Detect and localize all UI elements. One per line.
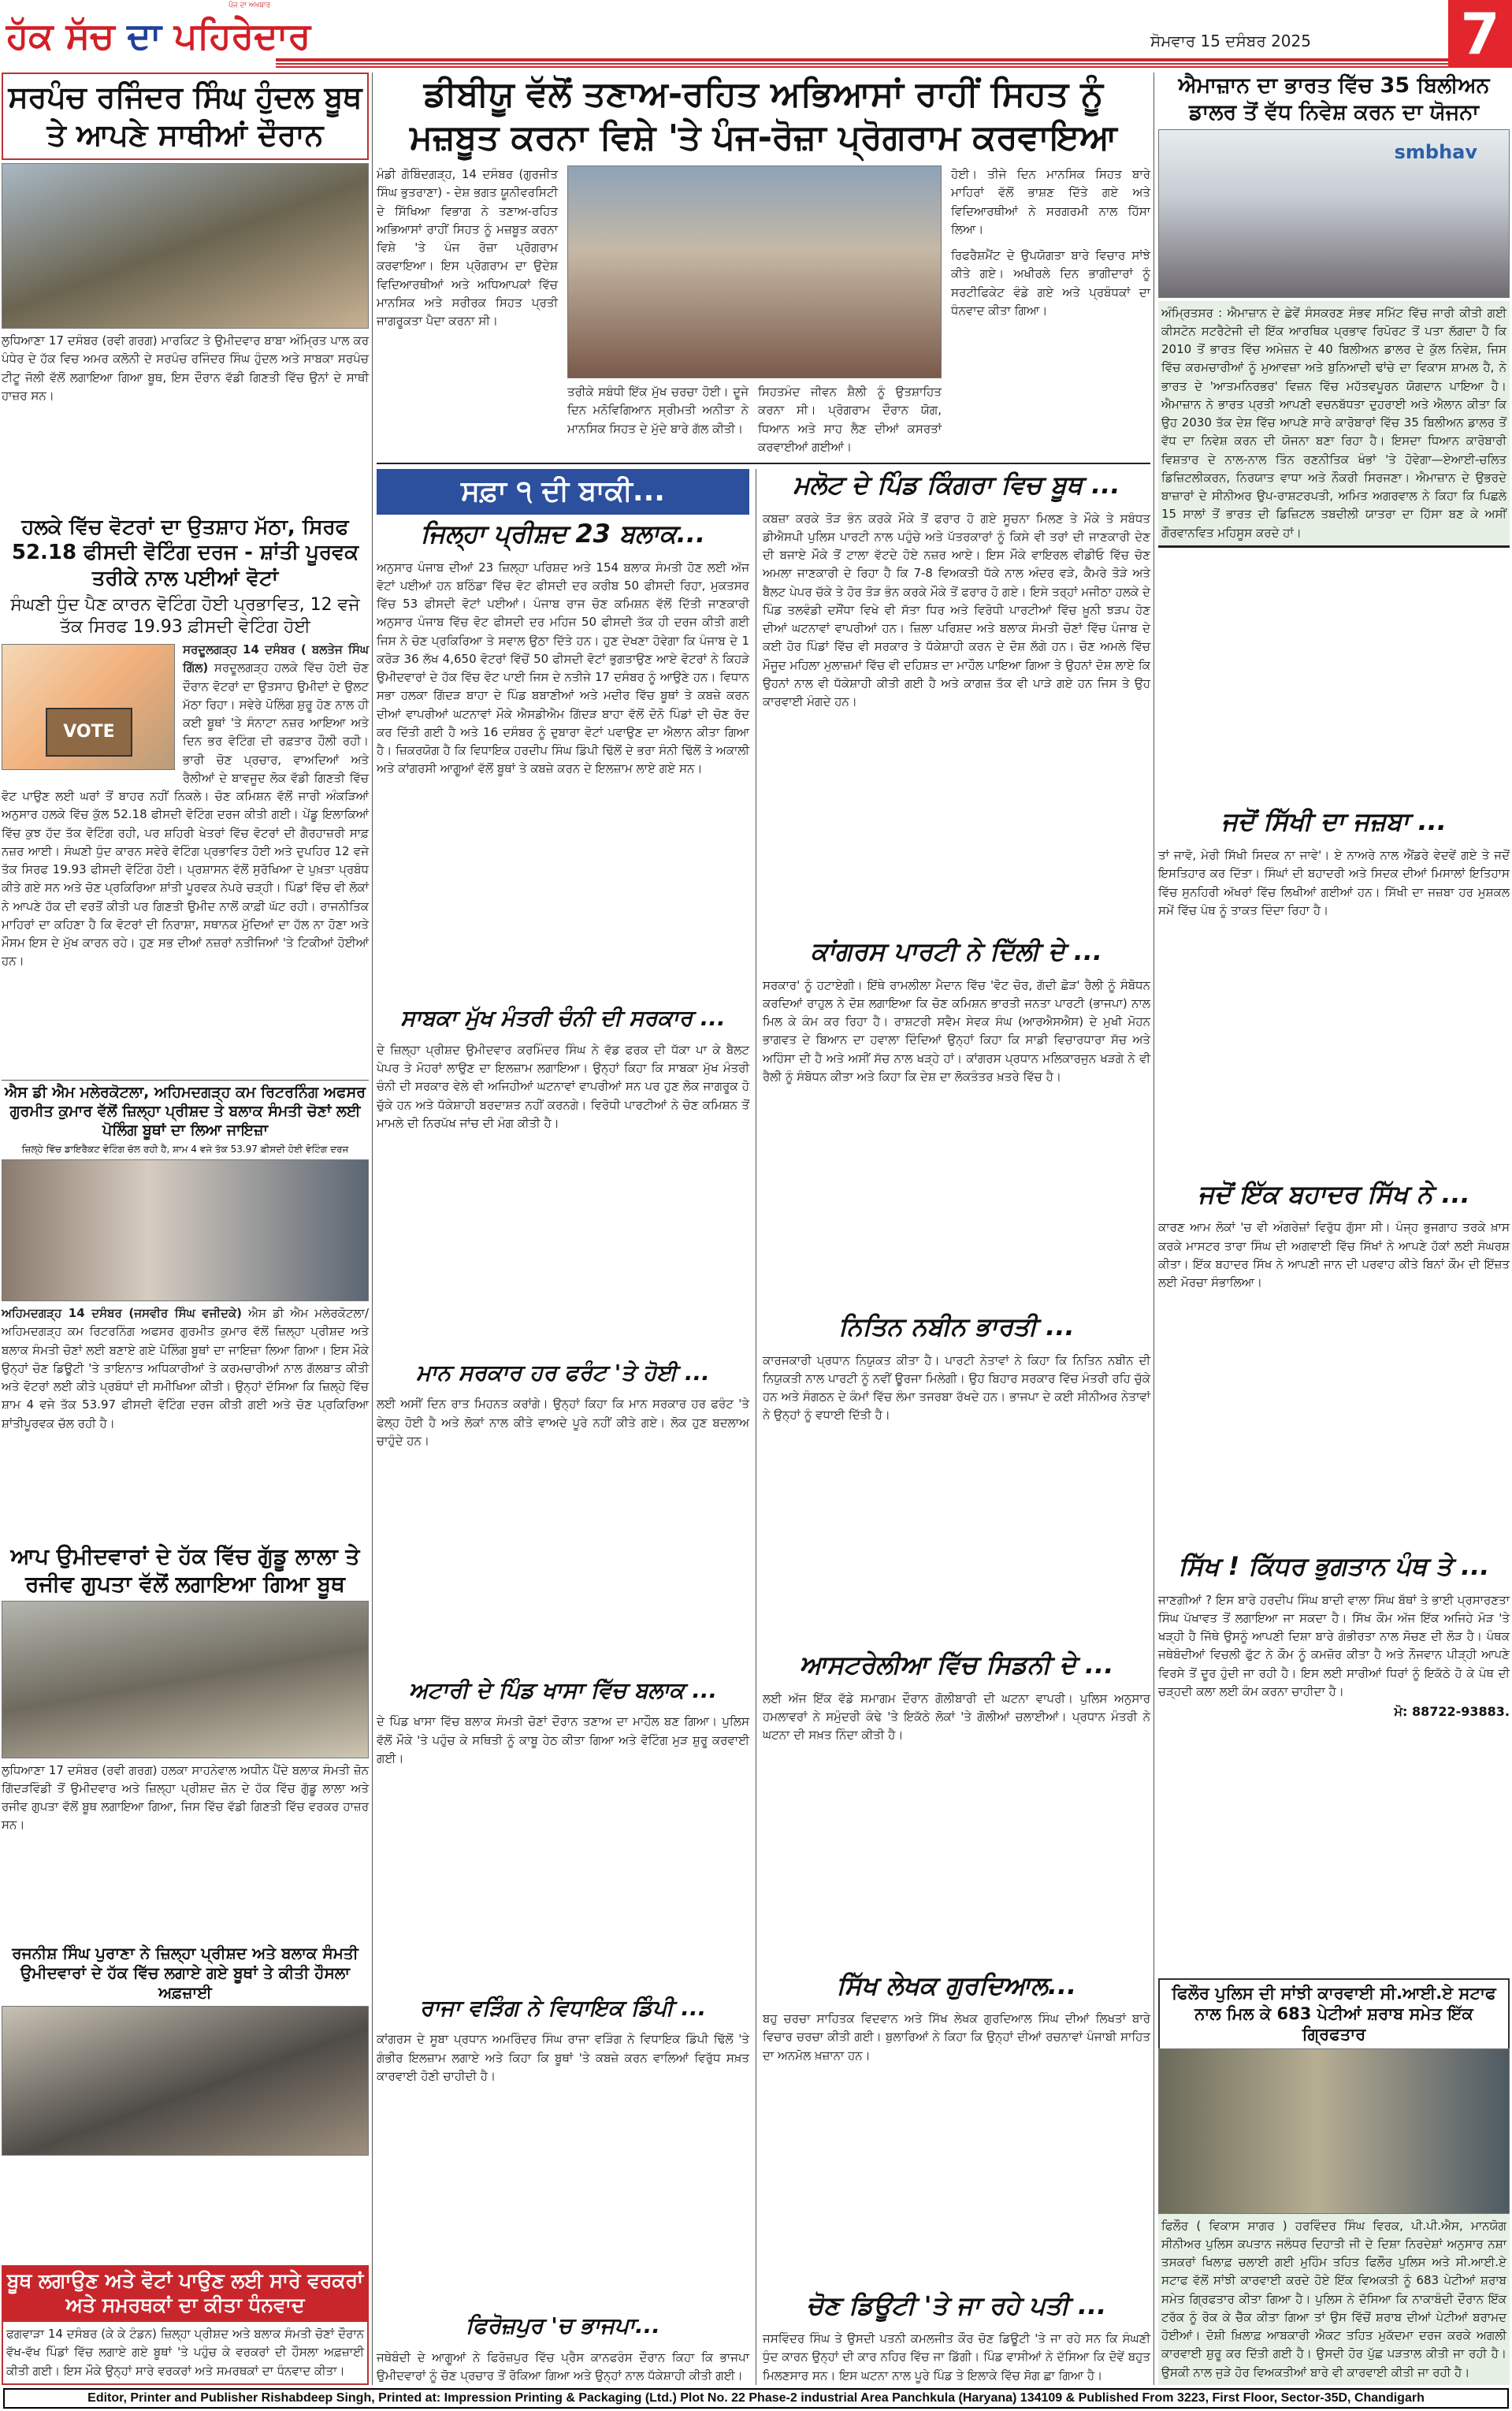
dateline: ਸਰਦੂਲਗੜ੍ਹ 14 ਦਸੰਬਰ ( ਬਲਤੇਜ ਸਿੰਘ ਗਿੱਲ): [183, 642, 369, 675]
article: [2, 73, 369, 405]
article-box: [2, 2320, 369, 2385]
article: [377, 1676, 749, 1768]
article-text: ਲੁਧਿਆਣਾ 17 ਦਸੰਬਰ (ਰਵੀ ਗਰਗ) ਹਲਕਾ ਸਾਹਨੇਵਾਲ ਅਧੀਨ ਪੈਂਦੇ ਬਲਾਕ ਸੰਮਤੀ ਜ਼ੋਨ ਗਿੱਦੜਵਿੰਡੀ ਤੋਂ ਉਮੀਦਵਾਰ ਅਤੇ ਜ਼ਿਲ੍ਹਾ ਪ੍ਰੀਸ਼ਦ ਜ਼ੋਨ ਦੇ ਹੱਕ ਵਿੱਚ ਗੁੱਡੂ ਲਾਲਾ ਅਤੇ ਰਜੀਵ ਗੁਪਤਾ ਵੱਲੋਂ ਬੂਥ ਲਗਾਇਆ ਗਿਆ, ਜਿਸ ਵਿੱਚ ਵੱਡੀ ਗਿਣਤੀ ਵਿੱਚ ਵਰਕਰ ਹਾਜ਼ਰ ਸਨ।: [2, 1762, 369, 1832]
highlight-banner: [2, 2265, 369, 2321]
photo: [2, 163, 369, 329]
article: [1158, 1178, 1510, 1293]
article-text: ਰਿਫਰੈਸ਼ਮੈਂਟ ਦੇ ਉਪਯੋਗਤਾ ਬਾਰੇ ਵਿਚਾਰ ਸਾਂਝੇ ਕੀਤੇ ਗਏ। ਅਖੀਰਲੇ ਦਿਨ ਭਾਗੀਦਾਰਾਂ ਨੂੰ ਸਰਟੀਫਿਕੇਟ ਵੰਡੇ ਗਏ ਅਤੇ ਪ੍ਰਬੰਧਕਾਂ ਦਾ ਧੰਨਵਾਦ ਕੀਤਾ ਗਿਆ।: [951, 248, 1150, 318]
lead-story-body: [377, 166, 1150, 456]
middle-area: [377, 73, 1150, 2385]
article-headline: ਰਜਨੀਸ਼ ਸਿੰਘ ਪੁਰਾਣਾ ਨੇ ਜ਼ਿਲ੍ਹਾ ਪ੍ਰੀਸ਼ਦ ਅਤੇ ਬਲਾਕ ਸੰਮਤੀ ਉਮੀਦਵਾਰਾਂ ਦੇ ਹੱਕ ਵਿੱਚ ਲਗਾਏ ਗਏ ਬੂਥਾਂ ਤੇ ਕੀਤੀ ਹੌਸਲਾ ਅਫ਼ਜ਼ਾਈ: [12, 1944, 358, 2003]
continued-banner: ਸਫ਼ਾ ੧ ਦੀ ਬਾਕੀ...: [377, 469, 749, 515]
article: [1158, 806, 1510, 920]
column-divider: [372, 73, 373, 2385]
center-right-column: [756, 469, 1150, 2385]
publisher-imprint: Editor, Printer and Publisher Rishabdeep Singh, Printed at: Impression Printing & Packaging (Ltd.) Plot No. 22 Phase-2 industrial Area Panchkula (Haryana) 134109 & Published From 3223, First Floor, Sector-35D, Chandigarh: [3, 2388, 1509, 2409]
logo-text: ਪਹਿਰੇਦਾਰ: [173, 14, 311, 57]
article-headline: ਸਿੱਖ ਲੇਖਕ ਗੁਰਦਿਆਲ...: [836, 1970, 1077, 2000]
article: [377, 1994, 749, 2085]
logo-tagline: ਪੰਜ ਦਾ ਅਖ਼ਬਾਰ: [228, 2, 271, 9]
article-text: ਲਈ ਅੱਜ ਇੱਕ ਵੱਡੇ ਸਮਾਗਮ ਦੌਰਾਨ ਗੋਲੀਬਾਰੀ ਦੀ ਘਟਨਾ ਵਾਪਰੀ। ਪੁਲਿਸ ਅਨੁਸਾਰ ਹਮਲਾਵਰਾਂ ਨੇ ਸਮੁੰਦਰੀ ਕੰਢੇ 'ਤੇ ਇਕੱਠੇ ਲੋਕਾਂ 'ਤੇ ਗੋਲੀਆਂ ਚਲਾਈਆਂ। ਪ੍ਰਧਾਨ ਮੰਤਰੀ ਨੇ ਘਟਨਾ ਦੀ ਸਖ਼ਤ ਨਿੰਦਾ ਕੀਤੀ ਹੈ।: [763, 1691, 1150, 1743]
article-headline: ਸਰਪੰਚ ਰਜਿੰਦਰ ਸਿੰਘ ਹੁੰਦਲ ਬੂਥ ਤੇ ਆਪਣੇ ਸਾਥੀਆਂ ਦੌਰਾਨ: [8, 80, 362, 152]
article-subheadline: ਸੰਘਣੀ ਧੁੰਦ ਪੈਣ ਕਾਰਨ ਵੋਟਿੰਗ ਹੋਈ ਪ੍ਰਭਾਵਿਤ, 12 ਵਜੇ ਤੱਕ ਸਿਰਫ 19.93 ਫ਼ੀਸਦੀ ਵੋਟਿੰਗ ਹੋਈ: [10, 595, 360, 637]
article-headline: ਚੋਣ ਡਿਊਟੀ 'ਤੇ ਜਾ ਰਹੇ ਪਤੀ ...: [806, 2290, 1107, 2320]
article-text: ਫਿਲੌਰ ( ਵਿਕਾਸ ਸਾਗਰ ) ਹਰਵਿੰਦਰ ਸਿੰਘ ਵਿਰਕ, ਪੀ.ਪੀ.ਐਸ, ਮਾਨਯੋਗ ਸੀਨੀਅਰ ਪੁਲਿਸ ਕਪਤਾਨ ਜਲੰਧਰ ਦਿਹਾਤੀ ਜੀ ਦੇ ਦਿਸ਼ਾ ਨਿਰਦੇਸ਼ਾਂ ਅਨੁਸਾਰ ਨਸ਼ਾ ਤਸਕਰਾਂ ਖਿਲਾਫ਼ ਚਲਾਈ ਗਈ ਮੁਹਿੰਮ ਤਹਿਤ ਫਿਲੌਰ ਪੁਲਿਸ ਅਤੇ ਸੀ.ਆਈ.ਏ ਸਟਾਫ ਵੱਲੋਂ ਸਾਂਝੀ ਕਾਰਵਾਈ ਕਰਦੇ ਹੋਏ ਇੱਕ ਵਿਅਕਤੀ ਨੂੰ 683 ਪੇਟੀਆਂ ਸ਼ਰਾਬ ਸਮੇਤ ਗ੍ਰਿਫਤਾਰ ਕੀਤਾ ਗਿਆ ਹੈ। ਪੁਲਿਸ ਨੇ ਦੱਸਿਆ ਕਿ ਨਾਕਾਬੰਦੀ ਦੌਰਾਨ ਇੱਕ ਟਰੱਕ ਨੂੰ ਰੋਕ ਕੇ ਚੈੱਕ ਕੀਤਾ ਗਿਆ ਤਾਂ ਉਸ ਵਿੱਚੋਂ ਸ਼ਰਾਬ ਦੀਆਂ ਪੇਟੀਆਂ ਬਰਾਮਦ ਹੋਈਆਂ। ਦੋਸ਼ੀ ਖ਼ਿਲਾਫ਼ ਆਬਕਾਰੀ ਐਕਟ ਤਹਿਤ ਮੁਕੱਦਮਾ ਦਰਜ ਕਰਕੇ ਅਗਲੀ ਕਾਰਵਾਈ ਸ਼ੁਰੂ ਕਰ ਦਿੱਤੀ ਗਈ ਹੈ। ਉਸਦੀ ਹੋਰ ਪੁੱਛ ਪੜਤਾਲ ਕੀਤੀ ਜਾ ਰਹੀ ਹੈ। ਉਸਕੀ ਨਾਲ ਜੁੜੇ ਹੋਰ ਵਿਅਕਤੀਆਂ ਬਾਰੇ ਵੀ ਕਾਰਵਾਈ ਕੀਤੀ ਜਾ ਰਹੀ ਹੈ।: [1158, 2214, 1510, 2385]
event-banner-logo: smbhav: [1394, 140, 1477, 163]
article-headline: ਹਲਕੇ ਵਿੱਚ ਵੋਟਰਾਂ ਦਾ ਉਤਸ਼ਾਹ ਮੱਠਾ, ਸਿਰਫ 52.18 ਫੀਸਦੀ ਵੋਟਿੰਗ ਦਰਜ - ਸ਼ਾਂਤੀ ਪੂਰਵਕ ਤਰੀਕੇ ਨਾਲ ਪਈਆਂ ਵੋਟਾਂ: [11, 515, 359, 590]
article-text: ਤਰੀਕੇ ਸਬੰਧੀ ਇੱਕ ਮੁੱਖ ਚਰਚਾ ਹੋਈ। ਦੂਜੇ ਦਿਨ ਮਨੋਵਿਗਿਆਨ ਸ੍ਰੀਮਤੀ ਅਨੀਤਾ ਨੇ ਮਾਨਸਿਕ ਸਿਹਤ ਦੇ ਮੁੱਦੇ ਬਾਰੇ ਗੱਲ ਕੀਤੀ।: [567, 385, 749, 436]
right-column: [1158, 73, 1510, 2385]
article: [2, 2265, 369, 2385]
article-body: ਐਸ ਡੀ ਐਮ ਮਲੇਰਕੋਟਲਾ/ਅਹਿਮਦਗੜ੍ਹ ਕਮ ਰਿਟਰਨਿੰਗ ਅਫਸਰ ਗੁਰਮੀਤ ਕੁਮਾਰ ਵੱਲੋਂ ਜ਼ਿਲ੍ਹਾ ਪ੍ਰੀਸ਼ਦ ਅਤੇ ਬਲਾਕ ਸੰਮਤੀ ਚੋਣਾਂ ਲਈ ਬਣਾਏ ਗਏ ਪੋਲਿੰਗ ਬੂਥਾਂ ਦਾ ਜਾਇਜ਼ਾ ਲਿਆ ਗਿਆ। ਇਸ ਮੌਕੇ ਉਨ੍ਹਾਂ ਚੋਣ ਡਿਊਟੀ 'ਤੇ ਤਾਇਨਾਤ ਅਧਿਕਾਰੀਆਂ ਤੇ ਕਰਮਚਾਰੀਆਂ ਨਾਲ ਗੱਲਬਾਤ ਕੀਤੀ ਅਤੇ ਵੋਟਰਾਂ ਲਈ ਕੀਤੇ ਪ੍ਰਬੰਧਾਂ ਦੀ ਸਮੀਖਿਆ ਕੀਤੀ। ਉਨ੍ਹਾਂ ਦੱਸਿਆ ਕਿ ਜ਼ਿਲ੍ਹੇ ਵਿੱਚ ਸ਼ਾਮ 4 ਵਜੇ ਤੱਕ 53.97 ਫੀਸਦੀ ਵੋਟਿੰਗ ਦਰਜ ਕੀਤੀ ਗਈ ਅਤੇ ਚੋਣ ਪ੍ਰਕਿਰਿਆ ਸ਼ਾਂਤੀਪੂਰਵਕ ਚੱਲ ਰਹੀ ਹੈ।: [2, 1306, 369, 1431]
lead-subcolumns: [567, 383, 942, 456]
photo: [2, 1159, 369, 1301]
contact-number: ਮੋ: 88722-93883.: [1394, 1704, 1510, 1720]
lead-photo-block: [567, 166, 942, 456]
logo-text: ਹੱਕ ਸੱਚ: [6, 14, 115, 57]
headline-box: [1158, 1978, 1510, 2048]
article-caption: ਜ਼ਿਲ੍ਹੇ ਵਿੱਚ ਡਾਇਰੈਕਟ ਵੋਟਿੰਗ ਚੱਲ ਰਹੀ ਹੈ, ਸ਼ਾਮ 4 ਵਜੇ ਤੱਕ 53.97 ਫ਼ੀਸਦੀ ਹੋਈ ਵੋਟਿੰਗ ਦਰਜ: [21, 1144, 349, 1155]
lead-headline: ਡੀਬੀਯੂ ਵੱਲੋਂ ਤਣਾਅ-ਰਹਿਤ ਅਭਿਆਸਾਂ ਰਾਹੀਂ ਸਿਹਤ ਨੂੰ ਮਜ਼ਬੂਤ ਕਰਨਾ ਵਿਸ਼ੇ 'ਤੇ ਪੰਜ-ਰੋਜ਼ਾ ਪ੍ਰੋਗਰਾਮ ਕਰਵਾਇਆ: [410, 74, 1117, 158]
article: [1158, 73, 1510, 548]
article: [2, 1944, 369, 2156]
article-text: ਅੰਮ੍ਰਿਤਸਰ : ਐਮਾਜ਼ਾਨ ਦੇ ਛੇਵੇਂ ਸੰਸਕਰਣ ਸੰਭਵ ਸਮਿੱਟ ਵਿੱਚ ਜਾਰੀ ਕੀਤੀ ਗਈ ਕੀਸਟੋਨ ਸਟਰੈਟੇਜੀ ਦੀ ਇੱਕ ਆਰਥਿਕ ਪ੍ਰਭਾਵ ਰਿਪੋਰਟ ਤੋਂ ਪਤਾ ਲੱਗਦਾ ਹੈ ਕਿ 2010 ਤੋਂ ਭਾਰਤ ਵਿੱਚ ਅਮੇਜ਼ਨ ਦੇ 40 ਬਿਲੀਅਨ ਡਾਲਰ ਦੇ ਕੁੱਲ ਨਿਵੇਸ਼, ਜਿਸ ਵਿੱਚ ਕਰਮਚਾਰੀਆਂ ਨੂੰ ਮੁਆਵਜ਼ਾ ਅਤੇ ਬੁਨਿਆਦੀ ਢਾਂਚੇ ਦਾ ਵਿਕਾਸ ਸ਼ਾਮਲ ਹੈ, ਨੇ ਭਾਰਤ ਦੇ 'ਆਤਮਨਿਰਭਰ' ਵਿਜ਼ਨ ਵਿੱਚ ਮਹੱਤਵਪੂਰਨ ਯੋਗਦਾਨ ਪਾਇਆ ਹੈ। ਐਮਾਜ਼ਾਨ ਨੇ ਭਾਰਤ ਪ੍ਰਤੀ ਆਪਣੀ ਵਚਨਬੱਧਤਾ ਦੁਹਰਾਈ ਅਤੇ ਐਲਾਨ ਕੀਤਾ ਕਿ ਉਹ 2030 ਤੱਕ ਦੇਸ਼ ਵਿੱਚ ਆਪਣੇ ਸਾਰੇ ਕਾਰੋਬਾਰਾਂ ਵਿੱਚ 35 ਬਿਲੀਅਨ ਡਾਲਰ ਤੋਂ ਵੱਧ ਦਾ ਨਿਵੇਸ਼ ਕਰਨ ਦੀ ਯੋਜਨਾ ਬਣਾ ਰਿਹਾ ਹੈ। ਇਸਦਾ ਧਿਆਨ ਕਾਰੋਬਾਰੀ ਵਿਸ਼ਤਾਰ ਦੇ ਨਾਲ-ਨਾਲ ਤਿੰਨ ਰਣਨੀਤਿਕ ਖੰਭਾਂ 'ਤੇ ਹੋਵੇਗਾ—ਏਆਈ-ਚਲਿਤ ਡਿਜ਼ਿਟਲੀਕਰਨ, ਨਿਰਯਾਤ ਵਾਧਾ ਅਤੇ ਨੌਕਰੀ ਸਿਰਜਣਾ। ਐਮਾਜ਼ਾਨ ਦੇ ਉਭਰਦੇ ਬਾਜ਼ਾਰਾਂ ਦੇ ਸੀਨੀਅਰ ਉਪ-ਰਾਸ਼ਟਰਪਤੀ, ਅਮਿਤ ਅਗਰਵਾਲ ਨੇ ਕਿਹਾ ਕਿ ਪਿਛਲੇ 15 ਸਾਲਾਂ ਤੋਂ ਭਾਰਤ ਦੀ ਡਿਜ਼ਿਟਲ ਤਬਦੀਲੀ ਯਾਤਰਾ ਦਾ ਹਿੱਸਾ ਬਣ ਕੇ ਅਸੀਂ ਗੌਰਵਾਨਵਿਤ ਮਹਿਸੂਸ ਕਰਦੇ ਹਾਂ।: [1158, 301, 1510, 548]
article-headline: ਆਸਟਰੇਲੀਆ ਵਿੱਚ ਸਿਡਨੀ ਦੇ ...: [799, 1650, 1114, 1680]
article-headline: ਫਿਲੌਰ ਪੁਲਿਸ ਦੀ ਸਾਂਝੀ ਕਾਰਵਾਈ ਸੀ.ਆਈ.ਏ ਸਟਾਫ ਨਾਲ ਮਿਲ ਕੇ 683 ਪੇਟੀਆਂ ਸ਼ਰਾਬ ਸਮੇਤ ਇੱਕ ਗ੍ਰਿਫਤਾਰ: [1172, 1983, 1496, 2045]
article-text: ਹੋਈ। ਤੀਜੇ ਦਿਨ ਮਾਨਸਿਕ ਸਿਹਤ ਬਾਰੇ ਮਾਹਿਰਾਂ ਵੱਲੋਂ ਭਾਸ਼ਣ ਦਿੱਤੇ ਗਏ ਅਤੇ ਵਿਦਿਆਰਥੀਆਂ ਨੇ ਸਰਗਰਮੀ ਨਾਲ ਹਿੱਸਾ ਲਿਆ।: [951, 167, 1150, 236]
dateline: ਅਹਿਮਦਗੜ੍ਹ 14 ਦਸੰਬਰ (ਜਸਵੀਰ ਸਿੰਘ ਵਜੀਦਕੇ): [2, 1306, 243, 1321]
article-text: ਜਸਵਿੰਦਰ ਸਿੰਘ ਤੇ ਉਸਦੀ ਪਤਨੀ ਕਮਲਜੀਤ ਕੌਰ ਚੋਣ ਡਿਊਟੀ 'ਤੇ ਜਾ ਰਹੇ ਸਨ ਕਿ ਸੰਘਣੀ ਧੁੰਦ ਕਾਰਨ ਉਨ੍ਹਾਂ ਦੀ ਕਾਰ ਨਹਿਰ ਵਿੱਚ ਜਾ ਡਿੱਗੀ। ਪਿੰਡ ਵਾਸੀਆਂ ਨੇ ਦੱਸਿਆ ਕਿ ਦੋਵੇਂ ਬਹੁਤ ਮਿਲਣਸਾਰ ਸਨ। ਇਸ ਘਟਨਾ ਨਾਲ ਪੂਰੇ ਪਿੰਡ ਤੇ ਇਲਾਕੇ ਵਿੱਚ ਸੋਗ ਛਾ ਗਿਆ ਹੈ।: [763, 2331, 1150, 2383]
article: [1158, 1978, 1510, 2385]
article: [377, 2312, 749, 2385]
photo: [1158, 2048, 1510, 2214]
article: [2, 1080, 369, 1433]
article-text: ਕਾਂਗਰਸ ਦੇ ਸੂਬਾ ਪ੍ਰਧਾਨ ਅਮਰਿੰਦਰ ਸਿੰਘ ਰਾਜਾ ਵੜਿੰਗ ਨੇ ਵਿਧਾਇਕ ਡਿੰਪੀ ਢਿੱਲੋਂ 'ਤੇ ਗੰਭੀਰ ਇਲਜ਼ਾਮ ਲਗਾਏ ਅਤੇ ਕਿਹਾ ਕਿ ਬੂਥਾਂ 'ਤੇ ਕਬਜ਼ੇ ਕਰਨ ਵਾਲਿਆਂ ਵਿਰੁੱਧ ਸਖ਼ਤ ਕਾਰਵਾਈ ਹੋਣੀ ਚਾਹੀਦੀ ਹੈ।: [377, 2032, 749, 2083]
article-headline: ਸਾਬਕਾ ਮੁੱਖ ਮੰਤਰੀ ਚੰਨੀ ਦੀ ਸਰਕਾਰ ...: [400, 1005, 726, 1032]
lead-right-column: [951, 166, 1150, 456]
article-text: ਕਬਜ਼ਾ ਕਰਕੇ ਤੋੜ ਭੰਨ ਕਰਕੇ ਮੌਕੇ ਤੋਂ ਫਰਾਰ ਹੋ ਗਏ ਸੂਚਨਾ ਮਿਲਣ ਤੇ ਮੌਕੇ ਤੇ ਸਬੰਧਤ ਡੀਐਸਪੀ ਪੁਲਿਸ ਪਾਰਟੀ ਨਾਲ ਪਹੁੰਚੇ ਅਤੇ ਪੱਤਰਕਾਰਾਂ ਨੂੰ ਕਿਸੇ ਵੀ ਤਰਾਂ ਦੀ ਜਾਣਕਾਰੀ ਦੇਣ ਦੀ ਬਜਾਏ ਮੌਕੇ ਤੋਂ ਟਾਲਾ ਵੱਟਦੇ ਹੋਏ ਨਜ਼ਰ ਆਏ। ਇਸ ਮੌਕੇ ਵਾਇਰਲ ਵੀਡੀਓ ਵਿੱਚ ਚੋਣ ਅਮਲਾ ਜਾਣਕਾਰੀ ਦੇ ਰਿਹਾ ਹੈ ਕਿ 7-8 ਵਿਅਕਤੀ ਧੱਕੇ ਨਾਲ ਅੰਦਰ ਵੜੇ, ਕੈਮਰੇ ਤੋੜੇ ਅਤੇ ਬੈਲਟ ਪੇਪਰ ਚੱਕੇ ਤੇ ਹੋਰ ਤੋੜ ਭੰਨ ਕਰਕੇ ਮੌਕੇ ਤੋਂ ਫਰਾਰ ਹੋ ਗਏ। ਇਸੇ ਤਰ੍ਹਾਂ ਮਜੀਠਾ ਹਲਕੇ ਦੇ ਪਿੰਡ ਤਲਵੰਡੀ ਦਸੌਂਧਾ ਵਿਖੇ ਵੀ ਸੱਤਾ ਧਿਰ ਅਤੇ ਵਿਰੋਧੀ ਪਾਰਟੀਆਂ ਵਿੱਚ ਖ਼ੂਨੀ ਝੜਪ ਹੋਣ ਦੀਆਂ ਘਟਨਾਵਾਂ ਵਾਪਰੀਆਂ ਹਨ। ਜ਼ਿਲਾ ਪਰਿਸ਼ਦ ਅਤੇ ਬਲਾਕ ਸੰਮਤੀ ਚੋਣਾਂ ਵਿੱਚ ਪੰਜਾਬ ਦੇ ਕਈ ਹੋਰ ਪਿੰਡਾਂ ਵਿੱਚ ਵੀ ਸਰਕਾਰ ਤੇ ਧੱਕੇਸ਼ਾਹੀ ਕਰਨ ਦੇ ਦੋਸ਼ ਲੱਗੇ ਹਨ। ਚੋਣ ਅਮਲੇ ਵਿੱਚ ਮੌਜੂਦ ਮਹਿਲਾ ਮੁਲਾਜ਼ਮਾਂ ਵਿੱਚ ਵੀ ਦਹਿਸ਼ਤ ਦਾ ਮਾਹੌਲ ਪਾਇਆ ਗਿਆ ਤੇ ਉਹਨਾਂ ਦੋਸ਼ ਲਾਏ ਕਿ ਉਹਨਾਂ ਨਾਲ ਵੀ ਧੱਕੇਸ਼ਾਹੀ ਕੀਤੀ ਗਈ ਹੈ ਅਤੇ ਕਾਗਜ਼ ਤੱਕ ਵੀ ਪਾੜੇ ਗਏ ਹਨ ਜਿਸ ਤੇ ਉਹ ਕਾਰਵਾਈ ਮੰਗਦੇ ਹਨ।: [763, 511, 1150, 709]
article-headline: ਕਾਂਗਰਸ ਪਾਰਟੀ ਨੇ ਦਿੱਲੀ ਦੇ ...: [810, 936, 1103, 967]
article-text: ਦੇ ਜ਼ਿਲ੍ਹਾ ਪ੍ਰੀਸ਼ਦ ਉਮੀਦਵਾਰ ਕਰਮਿੰਦਰ ਸਿੰਘ ਨੇ ਵੱਡ ਫਰਕ ਦੀ ਧੱਕਾ ਪਾ ਕੇ ਬੈਲਟ ਪੇਪਰ ਤੇ ਮੋਹਰਾਂ ਲਾਉਣ ਦਾ ਇਲਜ਼ਾਮ ਲਗਾਇਆ। ਉਨ੍ਹਾਂ ਕਿਹਾ ਕਿ ਸਾਬਕਾ ਮੁੱਖ ਮੰਤਰੀ ਚੰਨੀ ਦੀ ਸਰਕਾਰ ਵੇਲੇ ਵੀ ਅਜਿਹੀਆਂ ਘਟਨਾਵਾਂ ਵਾਪਰੀਆਂ ਸਨ ਪਰ ਹੁਣ ਲੋਕ ਜਾਗਰੂਕ ਹੋ ਚੁੱਕੇ ਹਨ ਅਤੇ ਧੱਕੇਸ਼ਾਹੀ ਬਰਦਾਸ਼ਤ ਨਹੀਂ ਕਰਨਗੇ। ਵਿਰੋਧੀ ਪਾਰਟੀਆਂ ਨੇ ਚੋਣ ਕਮਿਸ਼ਨ ਤੋਂ ਮਾਮਲੇ ਦੀ ਨਿਰਪੱਖ ਜਾਂਚ ਦੀ ਮੰਗ ਕੀਤੀ ਹੈ।: [377, 1042, 749, 1130]
article: [2, 1542, 369, 1835]
vote-illustration: [2, 644, 175, 770]
article-headline: ਫਿਰੋਜ਼ਪੁਰ 'ਚ ਭਾਜਪਾ...: [466, 2312, 660, 2339]
article: [763, 936, 1150, 1086]
article-text: ਤਾਂ ਜਾਵੋ, ਮੇਰੀ ਸਿੱਖੀ ਸਿਦਕ ਨਾ ਜਾਵੇ'। ਏ ਨਾਅਰੇ ਨਾਲ ਐਂਡਰੇ ਵੇਦਵੇਂ ਗਏ ਤੇ ਜਦੋਂ ਇਸਤਿਹਾਰ ਕਰ ਦਿੱਤਾ। ਸਿੰਘਾਂ ਦੀ ਬਹਾਦਰੀ ਅਤੇ ਸਿਦਕ ਦੀਆਂ ਮਿਸਾਲਾਂ ਇਤਿਹਾਸ ਵਿੱਚ ਸੁਨਹਿਰੀ ਅੱਖਰਾਂ ਵਿੱਚ ਲਿਖੀਆਂ ਗਈਆਂ ਹਨ। ਸਿੱਖੀ ਦਾ ਜਜ਼ਬਾ ਹਰ ਮੁਸ਼ਕਲ ਸਮੇਂ ਵਿੱਚ ਪੰਥ ਨੂੰ ਤਾਕਤ ਦਿੰਦਾ ਰਿਹਾ ਹੈ।: [1158, 848, 1510, 917]
article: [763, 469, 1150, 711]
article-headline: ਬੂਥ ਲਗਾਉਣ ਅਤੇ ਵੋਟਾਂ ਪਾਉਣ ਲਈ ਸਾਰੇ ਵਰਕਰਾਂ ਅਤੇ ਸਮਰਥਕਾਂ ਦਾ ਕੀਤਾ ਧੰਨਵਾਦ: [6, 2268, 364, 2316]
issue-date: ਸੋਮਵਾਰ 15 ਦਸੰਬਰ 2025: [1150, 32, 1311, 50]
article: [1158, 1550, 1510, 1720]
photo: [567, 166, 942, 378]
article-text: ਕਾਰਣ ਆਮ ਲੋਕਾਂ 'ਚ ਵੀ ਅੰਗਰੇਜ਼ਾਂ ਵਿਰੁੱਧ ਗੁੱਸਾ ਸੀ। ਪੰਜ੍ਹ ਭੁਜਗਾਹ ਤਰਕੇ ਖ਼ਾਸ ਕਰਕੇ ਮਾਸਟਰ ਤਾਰਾ ਸਿੰਘ ਦੀ ਅਗਵਾਈ ਵਿੱਚ ਸਿੱਖਾਂ ਨੇ ਆਪਣੇ ਹੱਕਾਂ ਲਈ ਸੰਘਰਸ਼ ਕੀਤਾ। ਇੱਕ ਬਹਾਦਰ ਸਿੱਖ ਨੇ ਆਪਣੀ ਜਾਨ ਦੀ ਪਰਵਾਹ ਕੀਤੇ ਬਿਨਾਂ ਕੌਮ ਦੀ ਇੱਜ਼ਤ ਲਈ ਮੋਰਚਾ ਸੰਭਾਲਿਆ।: [1158, 1220, 1510, 1290]
article-headline: ਜਿਲ੍ਹਾ ਪ੍ਰੀਸ਼ਦ 23 ਬਲਾਕ...: [420, 519, 706, 549]
masthead-rule: [276, 66, 1448, 68]
article-headline: ਜਦੋਂ ਇੱਕ ਬਹਾਦਰ ਸਿੱਖ ਨੇ ...: [1198, 1178, 1470, 1209]
article: [763, 1649, 1150, 1744]
inner-columns: [377, 469, 1150, 2385]
article-text: ਜਾਣਗੀਆਂ ? ਇਸ ਬਾਰੇ ਹਰਦੀਪ ਸਿੰਘ ਬਾਦੀ ਵਾਲਾ ਸਿੰਘ ਬੱਥਾਂ ਤੇ ਭਾਈ ਪ੍ਰਸਾਰਣਤਾ ਸਿੰਘ ਪੱਖਾਵਤ ਤੋਂ ਲਗਾਇਆ ਜਾ ਸਕਦਾ ਹੈ। ਸਿੱਖ ਕੌਮ ਅੱਜ ਇੱਕ ਅਜਿਹੇ ਮੋੜ 'ਤੇ ਖੜ੍ਹੀ ਹੈ ਜਿੱਥੇ ਉਸਨੂੰ ਆਪਣੀ ਦਿਸ਼ਾ ਬਾਰੇ ਗੰਭੀਰਤਾ ਨਾਲ ਸੋਚਣ ਦੀ ਲੋੜ ਹੈ। ਪੰਥਕ ਜਥੇਬੰਦੀਆਂ ਵਿਚਲੀ ਫੁੱਟ ਨੇ ਕੌਮ ਨੂੰ ਕਮਜ਼ੋਰ ਕੀਤਾ ਹੈ ਅਤੇ ਨੌਜਵਾਨ ਪੀੜ੍ਹੀ ਆਪਣੇ ਵਿਰਸੇ ਤੋਂ ਦੂਰ ਹੁੰਦੀ ਜਾ ਰਹੀ ਹੈ। ਇਸ ਲਈ ਸਾਰੀਆਂ ਧਿਰਾਂ ਨੂੰ ਇਕੱਠੇ ਹੋ ਕੇ ਪੰਥ ਦੀ ਚੜ੍ਹਦੀ ਕਲਾ ਲਈ ਕੰਮ ਕਰਨਾ ਚਾਹੀਦਾ ਹੈ।: [1158, 1592, 1510, 1698]
article-headline: ਐਮਾਜ਼ਾਨ ਦਾ ਭਾਰਤ ਵਿੱਚ 35 ਬਿਲੀਅਨ ਡਾਲਰ ਤੋਂ ਵੱਧ ਨਿਵੇਸ਼ ਕਰਨ ਦਾ ਯੋਜਨਾ: [1178, 73, 1490, 125]
headline-box: [2, 73, 369, 160]
article-text: [2, 641, 369, 971]
article-text: ਸਿਹਤਮੰਦ ਜੀਵਨ ਸ਼ੈਲੀ ਨੂੰ ਉਤਸ਼ਾਹਿਤ ਕਰਨਾ ਸੀ। ਪ੍ਰੋਗਰਾਮ ਦੌਰਾਨ ਯੋਗ, ਧਿਆਨ ਅਤੇ ਸਾਹ ਲੈਣ ਦੀਆਂ ਕਸਰਤਾਂ ਕਰਵਾਈਆਂ ਗਈਆਂ।: [758, 385, 942, 454]
masthead-rule: [276, 58, 1448, 61]
article: [377, 1359, 749, 1450]
article-headline: ਮਲੋਟ ਦੇ ਪਿੰਡ ਕਿੰਗਰਾ ਵਿਚ ਬੂਥ ...: [793, 470, 1120, 500]
article-text: ਜਥੇਬੰਦੀ ਦੇ ਆਗੂਆਂ ਨੇ ਫਿਰੋਜ਼ਪੁਰ ਵਿੱਚ ਪ੍ਰੈਸ ਕਾਨਫਰੰਸ ਦੌਰਾਨ ਕਿਹਾ ਕਿ ਭਾਜਪਾ ਉਮੀਦਵਾਰਾਂ ਨੂੰ ਚੋਣ ਪ੍ਰਚਾਰ ਤੋਂ ਰੋਕਿਆ ਗਿਆ ਅਤੇ ਉਨ੍ਹਾਂ ਨਾਲ ਧੱਕੇਸ਼ਾਹੀ ਕੀਤੀ ਗਈ।: [377, 2350, 749, 2383]
article: [377, 1004, 749, 1133]
article-text: ਫਗਵਾੜਾ 14 ਦਸੰਬਰ (ਕੇ ਕੇ ਟੰਡਨ) ਜ਼ਿਲ੍ਹਾ ਪ੍ਰੀਸ਼ਦ ਅਤੇ ਬਲਾਕ ਸੰਮਤੀ ਚੋਣਾਂ ਦੌਰਾਨ ਵੱਖ-ਵੱਖ ਪਿੰਡਾਂ ਵਿੱਚ ਲਗਾਏ ਗਏ ਬੂਥਾਂ 'ਤੇ ਪਹੁੰਚ ਕੇ ਵਰਕਰਾਂ ਦੀ ਹੌਸਲਾ ਅਫ਼ਜ਼ਾਈ ਕੀਤੀ ਗਈ। ਇਸ ਮੌਕੇ ਉਨ੍ਹਾਂ ਸਾਰੇ ਵਰਕਰਾਂ ਅਤੇ ਸਮਰਥਕਾਂ ਦਾ ਧੰਨਵਾਦ ਕੀਤਾ।: [6, 2327, 364, 2378]
ballot-box-icon: VOTE: [46, 708, 132, 757]
center-left-column: [377, 469, 756, 2385]
article-text: ਕਾਰਜਕਾਰੀ ਪ੍ਰਧਾਨ ਨਿਯੁਕਤ ਕੀਤਾ ਹੈ। ਪਾਰਟੀ ਨੇਤਾਵਾਂ ਨੇ ਕਿਹਾ ਕਿ ਨਿਤਿਨ ਨਬੀਨ ਦੀ ਨਿਯੁਕਤੀ ਨਾਲ ਪਾਰਟੀ ਨੂੰ ਨਵੀਂ ਊਰਜਾ ਮਿਲੇਗੀ। ਉਹ ਬਿਹਾਰ ਸਰਕਾਰ ਵਿੱਚ ਮੰਤਰੀ ਰਹਿ ਚੁੱਕੇ ਹਨ ਅਤੇ ਸੰਗਠਨ ਦੇ ਕੰਮਾਂ ਵਿੱਚ ਲੰਮਾ ਤਜਰਬਾ ਰੱਖਦੇ ਹਨ। ਭਾਜਪਾ ਦੇ ਕਈ ਸੀਨੀਅਰ ਨੇਤਾਵਾਂ ਨੇ ਉਨ੍ਹਾਂ ਨੂੰ ਵਧਾਈ ਦਿੱਤੀ ਹੈ।: [763, 1352, 1150, 1423]
article-text: ਸਰਕਾਰ' ਨੂੰ ਹਟਾਏਗੀ। ਇੱਥੇ ਰਾਮਲੀਲਾ ਮੈਦਾਨ ਵਿੱਚ 'ਵੋਟ ਚੋਰ, ਗੱਦੀ ਛੋੜ' ਰੈਲੀ ਨੂੰ ਸੰਬੋਧਨ ਕਰਦਿਆਂ ਰਾਹੁਲ ਨੇ ਦੋਸ਼ ਲਗਾਇਆ ਕਿ ਚੋਣ ਕਮਿਸ਼ਨ ਭਾਰਤੀ ਜਨਤਾ ਪਾਰਟੀ (ਭਾਜਪਾ) ਨਾਲ ਮਿਲ ਕੇ ਕੰਮ ਕਰ ਰਿਹਾ ਹੈ। ਰਾਸ਼ਟਰੀ ਸਵੈਮ ਸੇਵਕ ਸੰਘ (ਆਰਐਸਐਸ) ਦੇ ਮੁਖੀ ਮੋਹਨ ਭਾਗਵਤ ਦੇ ਬਿਆਨ ਦਾ ਹਵਾਲਾ ਦਿੰਦਿਆਂ ਉਨ੍ਹਾਂ ਕਿਹਾ ਕਿ ਸਾਡੀ ਵਿਚਾਰਧਾਰਾ ਸੱਚ ਅਤੇ ਅਹਿੰਸਾ ਦੀ ਹੈ ਅਤੇ ਅਸੀਂ ਸੱਚ ਨਾਲ ਖੜ੍ਹੇ ਹਾਂ। ਕਾਂਗਰਸ ਪ੍ਰਧਾਨ ਮਲਿਕਾਰਜੁਨ ਖੜਗੇ ਨੇ ਵੀ ਰੈਲੀ ਨੂੰ ਸੰਬੋਧਨ ਕੀਤਾ ਅਤੇ ਕਿਹਾ ਕਿ ਦੇਸ਼ ਦਾ ਲੋਕਤੰਤਰ ਖ਼ਤਰੇ ਵਿੱਚ ਹੈ।: [763, 977, 1150, 1084]
article-headline: ਐਸ ਡੀ ਐਮ ਮਲੇਰਕੋਟਲਾ, ਅਹਿਮਦਗੜ੍ਹ ਕਮ ਰਿਟਰਨਿੰਗ ਅਫਸਰ ਗੁਰਮੀਤ ਕੁਮਾਰ ਵੱਲੋਂ ਜ਼ਿਲ੍ਹਾ ਪ੍ਰੀਸ਼ਦ ਤੇ ਬਲਾਕ ਸੰਮਤੀ ਚੋਣਾਂ ਲਈ ਪੋਲਿੰਗ ਬੂਥਾਂ ਦਾ ਲਿਆ ਜਾਇਜ਼ਾ: [4, 1084, 366, 1139]
article-headline: ਰਾਜਾ ਵੜਿੰਗ ਨੇ ਵਿਧਾਇਕ ਡਿੰਪੀ ...: [419, 1995, 707, 2022]
article-body: ਸਰਦੂਲਗੜ੍ਹ ਹਲਕੇ ਵਿੱਚ ਹੋਈ ਚੋਣ ਦੌਰਾਨ ਵੋਟਰਾਂ ਦਾ ਉਤਸਾਹ ਉਮੀਦਾਂ ਦੇ ਉਲਟ ਮੱਠਾ ਰਿਹਾ। ਸਵੇਰੇ ਪੋਲਿੰਗ ਸ਼ੁਰੂ ਹੋਣ ਨਾਲ ਹੀ ਕਈ ਬੂਥਾਂ 'ਤੇ ਸੰਨਾਟਾ ਨਜ਼ਰ ਆਇਆ ਅਤੇ ਦਿਨ ਭਰ ਵੋਟਿੰਗ ਦੀ ਰਫ਼ਤਾਰ ਹੌਲੀ ਰਹੀ। ਭਾਰੀ ਚੋਣ ਪ੍ਰਚਾਰ, ਵਾਅਦਿਆਂ ਅਤੇ ਰੈਲੀਆਂ ਦੇ ਬਾਵਜੂਦ ਲੋਕ ਵੱਡੀ ਗਿਣਤੀ ਵਿੱਚ ਵੋਟ ਪਾਉਣ ਲਈ ਘਰਾਂ ਤੋਂ ਬਾਹਰ ਨਹੀਂ ਨਿਕਲੇ। ਚੋਣ ਕਮਿਸ਼ਨ ਵੱਲੋਂ ਜਾਰੀ ਅੰਕੜਿਆਂ ਅਨੁਸਾਰ ਹਲਕੇ ਵਿੱਚ ਕੁੱਲ 52.18 ਫੀਸਦੀ ਵੋਟਿੰਗ ਦਰਜ ਕੀਤੀ ਗਈ। ਪੇਂਡੂ ਇਲਾਕਿਆਂ ਵਿੱਚ ਕੁਝ ਹੱਦ ਤੱਕ ਵੋਟਿੰਗ ਰਹੀ, ਪਰ ਸ਼ਹਿਰੀ ਖੇਤਰਾਂ ਵਿੱਚ ਵੋਟਰਾਂ ਦੀ ਗੈਰਹਾਜ਼ਰੀ ਸਾਫ਼ ਨਜ਼ਰ ਆਈ। ਸੰਘਣੀ ਧੁੰਦ ਕਾਰਨ ਸਵੇਰੇ ਵੋਟਿੰਗ ਪ੍ਰਭਾਵਿਤ ਹੋਈ ਅਤੇ ਦੁਪਹਿਰ 12 ਵਜੇ ਤੱਕ ਸਿਰਫ 19.93 ਫੀਸਦੀ ਵੋਟਿੰਗ ਹੋਈ। ਪ੍ਰਸ਼ਾਸਨ ਵੱਲੋਂ ਸੁਰੱਖਿਆ ਦੇ ਪੁਖ਼ਤਾ ਪ੍ਰਬੰਧ ਕੀਤੇ ਗਏ ਸਨ ਅਤੇ ਚੋਣ ਪ੍ਰਕਿਰਿਆ ਸ਼ਾਂਤੀ ਪੂਰਵਕ ਨੇਪਰੇ ਚੜ੍ਹੀ। ਪਿੰਡਾਂ ਵਿੱਚ ਵੀ ਲੋਕਾਂ ਨੇ ਆਪਣੇ ਹੱਕ ਦੀ ਵਰਤੋਂ ਕੀਤੀ ਪਰ ਗਿਣਤੀ ਉਮੀਦ ਨਾਲੋਂ ਕਾਫ਼ੀ ਘੱਟ ਰਹੀ। ਰਾਜਨੀਤਿਕ ਮਾਹਿਰਾਂ ਦਾ ਕਹਿਣਾ ਹੈ ਕਿ ਵੋਟਰਾਂ ਦੀ ਨਿਰਾਸ਼ਾ, ਸਥਾਨਕ ਮੁੱਦਿਆਂ ਦਾ ਹੱਲ ਨਾ ਹੋਣਾ ਅਤੇ ਮੌਸਮ ਇਸ ਦੇ ਮੁੱਖ ਕਾਰਨ ਰਹੇ। ਹੁਣ ਸਭ ਦੀਆਂ ਨਜ਼ਰਾਂ ਨਤੀਜਿਆਂ 'ਤੇ ਟਿਕੀਆਂ ਹੋਈਆਂ ਹਨ।: [2, 660, 369, 969]
photo: [2, 1601, 369, 1758]
article-headline: ਨਿਤਿਨ ਨਬੀਨ ਭਾਰਤੀ ...: [838, 1312, 1075, 1341]
photo: [2, 2006, 369, 2156]
article: [763, 1970, 1150, 2065]
left-column: [2, 73, 369, 2385]
article-text: ਲੁਧਿਆਣਾ 17 ਦਸੰਬਰ (ਰਵੀ ਗਰਗ) ਮਾਰਕਿਟ ਤੇ ਉਮੀਦਵਾਰ ਬਾਬਾ ਅੰਮ੍ਰਿਤ ਪਾਲ ਕਰ ਪੰਧੇਰ ਦੇ ਹੱਕ ਵਿਚ ਅਮਰ ਕਲੋਨੀ ਦੇ ਸਰਪੰਚ ਰਜਿੰਦਰ ਸਿੰਘ ਹੁੰਦਲ ਅਤੇ ਸਾਬਕਾ ਸਰਪੰਚ ਟੀਟੂ ਜੋਲੀ ਵੱਲੋਂ ਲਗਾਇਆ ਗਿਆ ਬੂਥ, ਇਸ ਦੌਰਾਨ ਵੱਡੀ ਗਿਣਤੀ ਵਿੱਚ ਉਨਾਂ ਦੇ ਸਾਥੀ ਹਾਜ਼ਰ ਸਨ।: [2, 333, 369, 403]
article-headline: ਆਪ ਉਮੀਦਵਾਰਾਂ ਦੇ ਹੱਕ ਵਿੱਚ ਗੁੱਡੂ ਲਾਲਾ ਤੇ ਰਜੀਵ ਗੁਪਤਾ ਵੱਲੋਂ ਲਗਾਇਆ ਗਿਆ ਬੂਥ: [10, 1542, 360, 1597]
article-text: ਦੇ ਪਿੰਡ ਖਾਸਾ ਵਿੱਚ ਬਲਾਕ ਸੰਮਤੀ ਚੋਣਾਂ ਦੌਰਾਨ ਤਣਾਅ ਦਾ ਮਾਹੌਲ ਬਣ ਗਿਆ। ਪੁਲਿਸ ਵੱਲੋਂ ਮੌਕੇ 'ਤੇ ਪਹੁੰਚ ਕੇ ਸਥਿਤੀ ਨੂੰ ਕਾਬੂ ਹੇਠ ਕੀਤਾ ਗਿਆ ਅਤੇ ਵੋਟਿੰਗ ਮੁੜ ਸ਼ੁਰੂ ਕਰਵਾਈ ਗਈ।: [377, 1714, 749, 1765]
article-headline: ਜਦੋਂ ਸਿੱਖੀ ਦਾ ਜਜ਼ਬਾ ...: [1221, 806, 1447, 837]
article: [763, 2290, 1150, 2385]
article-headline: ਸਿੱਖ ! ਕਿੱਧਰ ਭੁਗਤਾਨ ਪੰਥ ਤੇ ...: [1178, 1551, 1490, 1582]
article-headline: ਅਟਾਰੀ ਦੇ ਪਿੰਡ ਖਾਸਾ ਵਿੱਚ ਬਲਾਕ ...: [408, 1677, 718, 1704]
article-text: ਅਨੁਸਾਰ ਪੰਜਾਬ ਦੀਆਂ 23 ਜ਼ਿਲ੍ਹਾ ਪਰਿਸ਼ਦ ਅਤੇ 154 ਬਲਾਕ ਸੰਮਤੀ ਹੋਣ ਲਈ ਅੱਜ ਵੋਟਾਂ ਪਈਆਂ ਹਨ ਬਠਿੰਡਾ ਵਿੱਚ ਵੋਟ ਫੀਸਦੀ ਦਰ ਕਰੀਬ 50 ਫੀਸਦੀ ਰਿਹਾ, ਮੁਕਤਸਰ ਵਿੱਚ 53 ਫੀਸਦੀ ਵੋਟਾਂ ਪਈਆਂ। ਪੰਜਾਬ ਰਾਜ ਚੋਣ ਕਮਿਸ਼ਨ ਵੱਲੋਂ ਦਿੱਤੀ ਜਾਣਕਾਰੀ ਅਨੁਸਾਰ ਪੰਜਾਬ ਵਿੱਚ ਵੋਟ ਫੀਸਦੀ ਦਰ ਮਹਿਜ 50 ਫੀਸਦੀ ਤੱਕ ਹੀ ਦਰਜ ਕੀਤੀ ਗਈ ਜਿਸ ਨੇ ਚੋਣ ਪ੍ਰਕਿਰਿਆ ਤੇ ਸਵਾਲ ਉਠਾ ਦਿੱਤੇ ਹਨ। ਹੁਣ ਦੇਖਣਾ ਹੋਵੇਗਾ ਕਿ ਪੰਜਾਬ ਦੇ 1 ਕਰੋੜ 36 ਲੱਖ 4,650 ਵੋਟਰਾਂ ਵਿੱਚੋਂ 50 ਫੀਸਦੀ ਵੋਟਾਂ ਭੁਗਤਾਉਣ ਆਏ ਵੋਟਰਾਂ ਨੇ ਕਿਹੜੇ ਉਮੀਦਵਾਰਾਂ ਦੇ ਹੱਕ ਵਿੱਚ ਵੋਟ ਪਾਈ ਜਿਸ ਦੇ ਨਤੀਜੇ 17 ਦਸੰਬਰ ਨੂੰ ਆਉਣੇ ਹਨ। ਵਿਧਾਨ ਸਭਾ ਹਲਕਾ ਗਿੱਦੜ ਬਾਹਾ ਦੇ ਪਿੰਡ ਬਬਾਣੀਆਂ ਅਤੇ ਮਦੀਰ ਵਿੱਚ ਬੂਥਾਂ ਤੇ ਕਬਜ਼ੇ ਕਰਨ ਦੀਆਂ ਵਾਪਰੀਆਂ ਘਟਨਾਵਾਂ ਮੌਕੇ ਐਸਡੀਐਮ ਗਿੱਦੜ ਬਾਹਾ ਵੱਲੋਂ ਦੋਨੋ ਪਿੰਡਾਂ ਦੀ ਚੋਣ ਰੱਦ ਕਰ ਦਿੱਤੀ ਗਈ ਹੈ ਅਤੇ 16 ਦਸੰਬਰ ਨੂੰ ਦੁਬਾਰਾ ਵੋਟਾਂ ਪਵਾਉਣ ਦਾ ਐਲਾਨ ਕੀਤਾ ਗਿਆ ਹੈ। ਜ਼ਿਕਰਯੋਗ ਹੈ ਕਿ ਵਿਧਾਇਕ ਹਰਦੀਪ ਸਿੰਘ ਡਿੰਪੀ ਢਿੱਲੋਂ ਦੇ ਭਰਾ ਸੰਨੀ ਢਿੱਲੋਂ ਤੇ ਅਕਾਲੀ ਅਤੇ ਕਾਂਗਰਸੀ ਆਗੂਆਂ ਵੱਲੋਂ ਬੂਥਾਂ ਤੇ ਕਬਜ਼ੇ ਕਰਨ ਦੇ ਇਲਜ਼ਾਮ ਲਾਏ ਗਏ ਸਨ।: [377, 560, 749, 776]
article-text: ਲਈ ਅਸੀਂ ਦਿਨ ਰਾਤ ਮਿਹਨਤ ਕਰਾਂਗੇ। ਉਨ੍ਹਾਂ ਕਿਹਾ ਕਿ ਮਾਨ ਸਰਕਾਰ ਹਰ ਫਰੰਟ 'ਤੇ ਫੇਲ੍ਹ ਹੋਈ ਹੈ ਅਤੇ ਲੋਕਾਂ ਨਾਲ ਕੀਤੇ ਵਾਅਦੇ ਪੂਰੇ ਨਹੀਂ ਕੀਤੇ ਗਏ। ਲੋਕ ਹੁਣ ਬਦਲਾਅ ਚਾਹੁੰਦੇ ਹਨ।: [377, 1397, 749, 1448]
logo-text: ਦਾ: [127, 14, 162, 57]
article: [2, 515, 369, 971]
article-text: [2, 1304, 369, 1433]
lead-story: [377, 73, 1150, 464]
article-text: ਬਹੁ ਚਰਚਾ ਸਾਹਿਤਕ ਵਿਦਵਾਨ ਅਤੇ ਸਿੱਖ ਲੇਖਕ ਗੁਰਦਿਆਲ ਸਿੰਘ ਦੀਆਂ ਲਿਖਤਾਂ ਬਾਰੇ ਵਿਚਾਰ ਚਰਚਾ ਕੀਤੀ ਗਈ। ਬੁਲਾਰਿਆਂ ਨੇ ਕਿਹਾ ਕਿ ਉਨ੍ਹਾਂ ਦੀਆਂ ਰਚਨਾਵਾਂ ਪੰਜਾਬੀ ਸਾਹਿਤ ਦਾ ਅਨਮੋਲ ਖ਼ਜ਼ਾਨਾ ਹਨ।: [763, 2011, 1150, 2063]
article-headline: ਮਾਨ ਸਰਕਾਰ ਹਰ ਫਰੰਟ 'ਤੇ ਹੋਈ ...: [416, 1360, 710, 1386]
article: [763, 1311, 1150, 1425]
page-number: 7: [1448, 0, 1512, 68]
article: [377, 469, 749, 779]
article-text: ਮੰਡੀ ਗੋਬਿੰਦਗੜ੍ਹ, 14 ਦਸੰਬਰ (ਗੁਰਜੀਤ ਸਿੰਘ ਭੁਤਰਾਣਾ) - ਦੇਸ਼ ਭਗਤ ਯੂਨੀਵਰਸਿਟੀ ਦੇ ਸਿੱਖਿਆ ਵਿਭਾਗ ਨੇ ਤਣਾਅ-ਰਹਿਤ ਅਭਿਆਸਾਂ ਰਾਹੀਂ ਸਿਹਤ ਨੂੰ ਮਜ਼ਬੂਤ ਕਰਨਾ ਵਿਸ਼ੇ 'ਤੇ ਪੰਜ ਰੋਜ਼ਾ ਪ੍ਰੋਗਰਾਮ ਕਰਵਾਇਆ। ਇਸ ਪ੍ਰੋਗਰਾਮ ਦਾ ਉਦੇਸ਼ ਵਿਦਿਆਰਥੀਆਂ ਅਤੇ ਅਧਿਆਪਕਾਂ ਵਿੱਚ ਮਾਨਸਿਕ ਅਤੇ ਸਰੀਰਕ ਸਿਹਤ ਪ੍ਰਤੀ ਜਾਗਰੂਕਤਾ ਪੈਦਾ ਕਰਨਾ ਸੀ।: [377, 167, 558, 328]
photo: [1158, 129, 1510, 298]
masthead-rule: [276, 63, 1448, 65]
newspaper-logo: [6, 6, 311, 65]
